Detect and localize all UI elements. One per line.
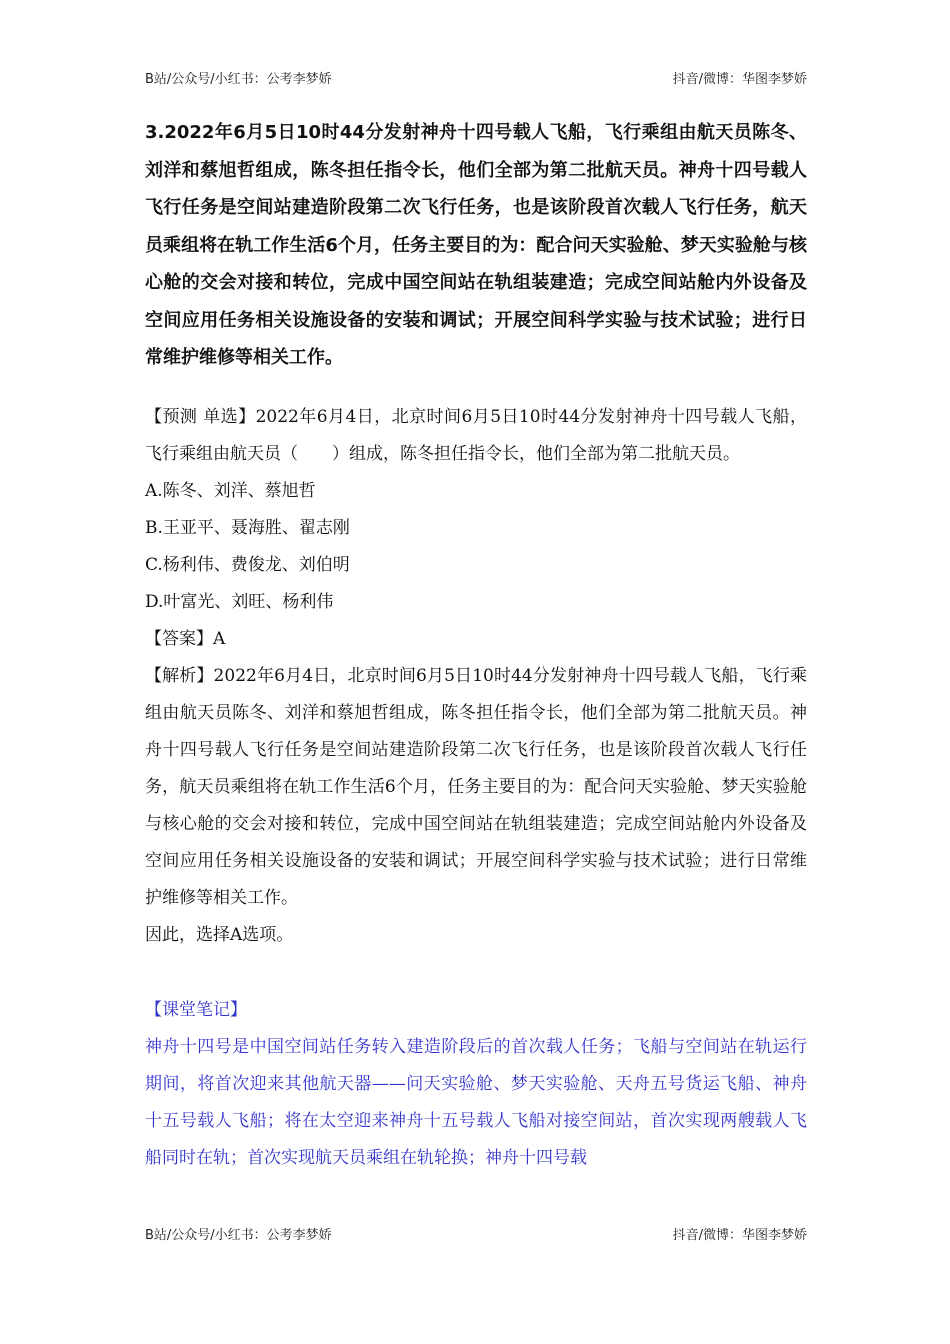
answer: 【答案】A bbox=[145, 628, 226, 649]
notes-body: 神舟十四号是中国空间站任务转入建造阶段后的首次载人任务；飞船与空间站在轨运行期间，将首次迎来其他航天器——问天实验舱、梦天实验舱、天舟五号货运飞船、神舟十五号载人飞船；将在太空迎来神舟十五号载人飞船对接空间站，首次实现两艘载人飞船同时在轨；首次实现航天员乘组在轨轮换；神舟十四号载 bbox=[145, 1036, 807, 1168]
question-stem: 【预测 单选】2022年6月4日，北京时间6月5日10时44分发射神舟十四号载人飞船，飞行乘组由航天员（ ）组成，陈冬担任指令长，他们全部为第二批航天员。 bbox=[145, 406, 807, 464]
conclusion: 因此，选择A选项。 bbox=[145, 924, 294, 945]
option-a: A.陈冬、刘洋、蔡旭哲 bbox=[145, 480, 316, 501]
footer-left: B站/公众号/小红书：公考李梦娇 bbox=[145, 1228, 332, 1243]
header-right: 抖音/微博：华图李梦娇 bbox=[672, 72, 807, 87]
analysis: 【解析】2022年6月4日，北京时间6月5日10时44分发射神舟十四号载人飞船，飞行乘组由航天员陈冬、刘洋和蔡旭哲组成，陈冬担任指令长，他们全部为第二批航天员。神舟十四号载人飞行任务是空间站建造阶段第二次飞行任务，也是该阶段首次载人飞行任务，航天员乘组将在轨工作生活6个月，任务主要目的为：配合问天实验舱、梦天实验舱与核心舱的交会对接和转位，完成中国空间站在轨组装建造；完成空间站舱内外设备及空间应用任务相关设施设备的安装和调试；开展空间科学实验与技术试验；进行日常维护维修等相关工作。 bbox=[145, 665, 807, 908]
option-b: B.王亚平、聂海胜、翟志刚 bbox=[145, 517, 350, 538]
header-left: B站/公众号/小红书：公考李梦娇 bbox=[145, 72, 332, 87]
page-footer bbox=[145, 1224, 807, 1243]
footer-right: 抖音/微博：华图李梦娇 bbox=[672, 1228, 807, 1243]
news-headline: 3.2022年6月5日10时44分发射神舟十四号载人飞船，飞行乘组由航天员陈冬、刘洋和蔡旭哲组成，陈冬担任指令长，他们全部为第二批航天员。神舟十四号载人飞行任务是空间站建造阶段第二次飞行任务，也是该阶段首次载人飞行任务，航天员乘组将在轨工作生活6个月，任务主要目的为：配合问天实验舱、梦天实验舱与核心舱的交会对接和转位，完成中国空间站在轨组装建造；完成空间站舱内外设备及空间应用任务相关设施设备的安装和调试；开展空间科学实验与技术试验；进行日常维护维修等相关工作。 bbox=[145, 122, 807, 368]
document-body bbox=[145, 114, 807, 1177]
option-d: D.叶富光、刘旺、杨利伟 bbox=[145, 591, 334, 612]
class-notes bbox=[145, 992, 807, 1177]
option-c: C.杨利伟、费俊龙、刘伯明 bbox=[145, 554, 350, 575]
notes-title: 【课堂笔记】 bbox=[145, 999, 247, 1020]
question-block bbox=[145, 399, 807, 954]
page-header bbox=[145, 68, 807, 87]
